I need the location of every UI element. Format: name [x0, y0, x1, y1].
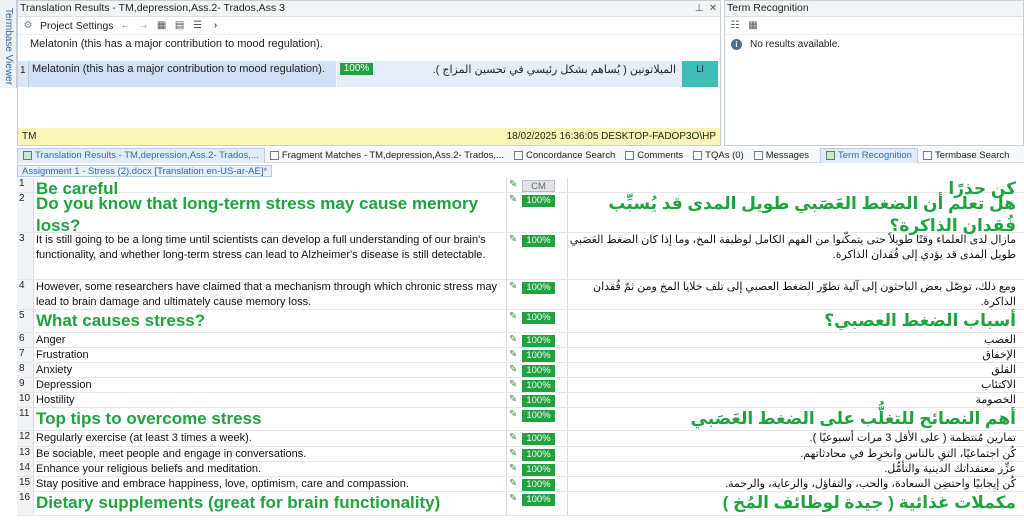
term-recognition-title-bar: [725, 1, 1023, 17]
segment-target[interactable]: مكملات غذائية ( جيدة لوظائف المُخ ): [722, 493, 1016, 512]
match-status-badge: 100%: [522, 235, 555, 247]
match-status-badge: 100%: [522, 350, 555, 362]
grid-view-icon[interactable]: ▦: [748, 19, 758, 31]
segment-target[interactable]: عزِّز معتقداتك الدينية والتأمُّل.: [884, 463, 1016, 475]
segment-number: 15: [17, 477, 34, 491]
segment-target[interactable]: مازال لدى العلماء وقتًا طويلاً حتى يتمكّنوا من الفهم الكامل لوظيفة المخ، وما إذا كان الضغط العَصَبي طويل المدى قد يؤدي إلى فُقدان الذاكرة.: [569, 234, 1016, 261]
segment-target[interactable]: كُن اجتماعيًا، التقِ بالناس وانخرِط في محادثاتهم.: [800, 448, 1016, 460]
term-recognition-toolbar: [725, 17, 1023, 35]
tab-5[interactable]: [749, 148, 814, 163]
segment-status: [507, 333, 568, 347]
pencil-icon: ✎: [509, 179, 518, 190]
segment-row[interactable]: [17, 310, 1024, 333]
pencil-icon: ✎: [509, 493, 518, 504]
segment-target[interactable]: هل تعلم أن الضغط العَصَبي طويل المدى قد يُسبِّب فُقدان الذاكرة؟: [608, 194, 1016, 235]
match-percent-badge: 100%: [340, 63, 373, 75]
segment-target[interactable]: الاكتئاب: [981, 379, 1016, 391]
segment-number: 3: [17, 233, 34, 279]
segment-status: [507, 431, 568, 446]
segment-row[interactable]: [17, 280, 1024, 310]
tab-icon: [270, 151, 279, 160]
no-results-text: No results available.: [750, 39, 841, 50]
segment-row[interactable]: [17, 193, 1024, 233]
segment-target[interactable]: الإخفاق: [982, 349, 1016, 361]
segment-row[interactable]: [17, 333, 1024, 348]
info-icon: i: [731, 39, 742, 50]
segment-target[interactable]: الغضب: [983, 334, 1016, 346]
tab-2[interactable]: [509, 148, 620, 163]
tm-hit-target: الميلاتونين ( يُساهم بشكل رئيسي في تحسين المزاج ).: [432, 64, 676, 76]
tab-label: TQAs (0): [705, 149, 744, 161]
tm-hit-number: 1: [18, 61, 29, 87]
pencil-icon: ✎: [509, 379, 518, 390]
segment-row[interactable]: [17, 462, 1024, 477]
match-status-badge: 100%: [522, 312, 555, 324]
segment-target[interactable]: تمارين مُنتظمة ( على الأقل 3 مرات أسبوعيًا ).: [809, 432, 1016, 444]
tm-hit-flag: LI: [682, 61, 718, 87]
segment-source[interactable]: What causes stress?: [34, 310, 507, 332]
current-source-text: Melatonin (this has a major contribution to mood regulation).: [30, 38, 323, 50]
segment-target[interactable]: أسباب الضغط العصبي؟: [824, 311, 1016, 330]
term-recognition-pane: [724, 0, 1024, 146]
segment-status: [507, 280, 568, 309]
match-status-badge: 100%: [522, 479, 555, 491]
match-status-badge: 100%: [522, 464, 555, 476]
tab-3[interactable]: [620, 148, 688, 163]
arrow-left-icon[interactable]: ←: [120, 19, 131, 31]
segment-status: [507, 363, 568, 377]
segment-source[interactable]: Dietary supplements (great for brain functionality): [34, 492, 507, 515]
tab-label: Fragment Matches - TM,depression,Ass.2- Trados,...: [281, 149, 504, 161]
segment-status: [507, 492, 568, 515]
term-recognition-message: [725, 35, 1023, 54]
segment-row[interactable]: [17, 492, 1024, 516]
segment-source[interactable]: Be sociable, meet people and engage in conversations.: [34, 447, 507, 461]
tab-label: Termbase Search: [934, 149, 1010, 161]
segment-source[interactable]: However, some researchers have claimed that a mechanism through which chronic stress may lead to brain damage and ultimately cause memory loss.: [34, 280, 507, 309]
filter-icon[interactable]: ▤: [174, 19, 185, 31]
tab-icon: [923, 151, 932, 160]
pencil-icon: ✎: [509, 394, 518, 405]
pencil-icon: ✎: [509, 234, 518, 245]
match-status-badge: 100%: [522, 365, 555, 377]
segment-number: 6: [17, 333, 34, 347]
pencil-icon: ✎: [509, 194, 518, 205]
term-recognition-title: Term Recognition: [727, 2, 809, 14]
segment-status: [507, 348, 568, 362]
pencil-icon: ✎: [509, 448, 518, 459]
segment-number: 7: [17, 348, 34, 362]
tm-hit-row[interactable]: [18, 61, 720, 87]
gear-icon[interactable]: ⚙: [23, 19, 33, 31]
translation-results-pane: [17, 0, 721, 146]
match-status-badge: 100%: [522, 494, 555, 506]
grid-icon[interactable]: ▦: [156, 19, 167, 31]
translation-results-toolbar: [18, 17, 720, 35]
pencil-icon: ✎: [509, 349, 518, 360]
tm-hit-target-cell: [337, 61, 682, 87]
segment-status: [507, 393, 568, 407]
segment-row[interactable]: [17, 477, 1024, 492]
tm-hit-metadata: 18/02/2025 16:36:05 DESKTOP-FADOP3O\HP: [506, 131, 716, 142]
arrow-right-icon[interactable]: →: [138, 19, 149, 31]
tab-1[interactable]: [265, 148, 509, 163]
tab-6[interactable]: [820, 148, 918, 163]
tm-hit-status-bar: [18, 128, 720, 145]
segment-row[interactable]: [17, 348, 1024, 363]
pencil-icon: ✎: [509, 334, 518, 345]
tab-label: Messages: [765, 149, 810, 161]
tab-label: Concordance Search: [525, 149, 616, 161]
segment-target[interactable]: القلق: [991, 364, 1016, 376]
segment-number: 14: [17, 462, 34, 476]
segment-target[interactable]: ومع ذلك، توصّل بعض الباحثون إلى آلية تطوّر الضغط العصبي إلى تلف خلايا المخ ومن ثمّ فُقدان الذاكرة.: [593, 281, 1016, 308]
match-status-badge: CM: [522, 180, 555, 192]
segment-source[interactable]: Stay positive and embrace happiness, love, optimism, care and compassion.: [34, 477, 507, 491]
segment-row[interactable]: [17, 408, 1024, 431]
segment-target[interactable]: كُن إيجابيًا واحتضِن السعادة، والحب، والتفاؤل، والرعاية، والرحمة.: [725, 478, 1016, 490]
match-status-badge: 100%: [522, 282, 555, 294]
tab-icon: [514, 151, 523, 160]
segment-source[interactable]: Top tips to overcome stress: [34, 408, 507, 430]
match-status-badge: 100%: [522, 195, 555, 207]
segment-source[interactable]: Frustration: [34, 348, 507, 362]
tab-0[interactable]: [17, 148, 265, 163]
match-status-badge: 100%: [522, 380, 555, 392]
tab-icon: [693, 151, 702, 160]
segment-number: 9: [17, 378, 34, 392]
segment-target[interactable]: كن حذرًا: [948, 179, 1016, 198]
pencil-icon: ✎: [509, 463, 518, 474]
pencil-icon: ✎: [509, 281, 518, 292]
segment-row[interactable]: [17, 447, 1024, 462]
segment-number: 16: [17, 492, 34, 515]
tab-4[interactable]: [688, 148, 749, 163]
segment-source[interactable]: It is still going to be a long time until scientists can develop a full understanding of our brain's functionality, and whether long-term stress can lead to Alzheimer's disease is still detectable.: [34, 233, 507, 279]
segment-status: [507, 233, 568, 279]
editor-grid: [17, 178, 1024, 520]
segment-row[interactable]: [17, 233, 1024, 280]
segment-row[interactable]: [17, 178, 1024, 198]
segment-target[interactable]: أهم النصائح للتغلُّب على الضغط العَصَبي: [690, 409, 1016, 428]
segment-source[interactable]: Depression: [34, 378, 507, 392]
segment-target[interactable]: الخصومة: [975, 394, 1016, 406]
segment-number: 8: [17, 363, 34, 377]
list-icon[interactable]: ☰: [193, 19, 203, 31]
match-status-badge: 100%: [522, 395, 555, 407]
segment-status: [507, 408, 568, 430]
segment-number: 10: [17, 393, 34, 407]
tab-7[interactable]: [918, 148, 1014, 163]
project-settings-button[interactable]: Project Settings: [40, 19, 114, 32]
segment-status: [507, 477, 568, 491]
match-status-badge: 100%: [522, 335, 555, 347]
segment-row[interactable]: [17, 363, 1024, 378]
segment-source[interactable]: Hostility: [34, 393, 507, 407]
tab-icon: [826, 151, 835, 160]
segment-source[interactable]: Be careful: [34, 178, 507, 192]
segment-number: 13: [17, 447, 34, 461]
termbase-viewer-side-tab[interactable]: [0, 0, 17, 88]
pin-icon[interactable]: ⊥: [694, 3, 704, 14]
tab-icon: [23, 151, 32, 160]
chevron-right-icon[interactable]: ›: [213, 19, 218, 31]
tab-label: Comments: [637, 149, 684, 161]
segment-number: 1: [17, 178, 34, 192]
segment-row[interactable]: [17, 378, 1024, 393]
match-status-badge: 100%: [522, 433, 555, 445]
translation-results-title: Translation Results - TM,depression,Ass.2- Trados,Ass 3: [20, 2, 285, 14]
side-tab-label: Termbase Viewer: [3, 8, 14, 86]
segment-number: 12: [17, 431, 34, 446]
segment-source[interactable]: Enhance your religious beliefs and meditation.: [34, 462, 507, 476]
segment-number: 2: [17, 193, 34, 232]
document-tab[interactable]: Assignment 1 - Stress (2).docx [Translation en-US-ar-AE]*: [17, 165, 272, 177]
segment-number: 4: [17, 280, 34, 309]
pencil-icon: ✎: [509, 409, 518, 420]
segment-status: [507, 378, 568, 392]
tab-label: Translation Results - TM,depression,Ass.2- Trados,...: [35, 150, 259, 161]
match-status-badge: 100%: [522, 410, 555, 422]
match-status-badge: 100%: [522, 449, 555, 461]
segment-status: [507, 462, 568, 476]
segment-status: [507, 310, 568, 332]
tab-icon: [625, 151, 634, 160]
bottom-tab-strip: [17, 148, 1024, 163]
close-icon[interactable]: ✕: [708, 3, 718, 14]
segment-status: [507, 447, 568, 461]
list-view-icon[interactable]: ☷: [730, 19, 740, 31]
tm-hit-source: Melatonin (this has a major contribution to mood regulation).: [29, 61, 337, 87]
pencil-icon: ✎: [509, 311, 518, 322]
segment-source[interactable]: Do you know that long-term stress may cause memory loss?: [34, 193, 507, 232]
segment-number: 11: [17, 408, 34, 430]
segment-source[interactable]: Anger: [34, 333, 507, 347]
pencil-icon: ✎: [509, 364, 518, 375]
segment-source[interactable]: Anxiety: [34, 363, 507, 377]
segment-row[interactable]: [17, 393, 1024, 408]
translation-results-title-bar: [18, 1, 720, 17]
tab-icon: [754, 151, 763, 160]
segment-number: 5: [17, 310, 34, 332]
tab-label: Term Recognition: [838, 150, 912, 161]
segment-source[interactable]: Regularly exercise (at least 3 times a week).: [34, 431, 507, 446]
tm-name: TM: [22, 131, 37, 142]
pencil-icon: ✎: [509, 478, 518, 489]
pencil-icon: ✎: [509, 432, 518, 443]
segment-row[interactable]: [17, 431, 1024, 447]
segment-status: [507, 178, 568, 192]
segment-status: [507, 193, 568, 232]
